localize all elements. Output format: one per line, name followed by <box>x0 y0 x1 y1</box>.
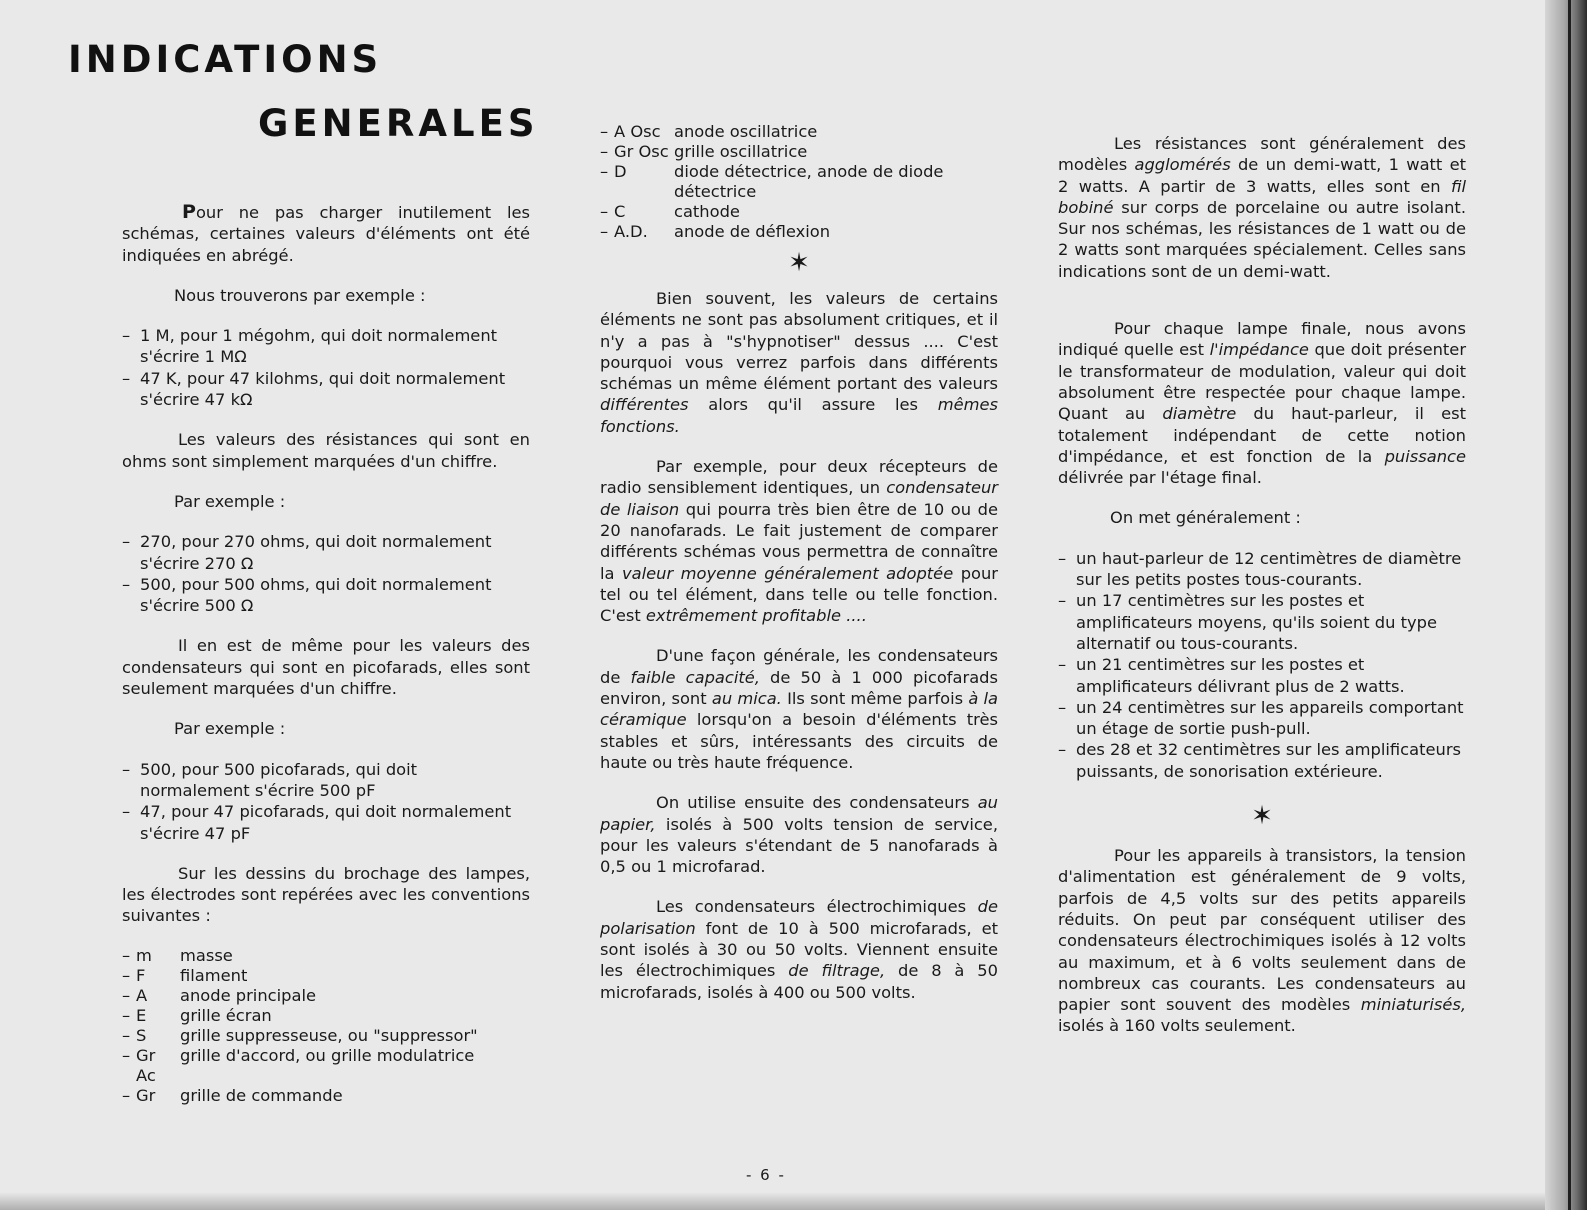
convention-item: – m masse <box>122 945 233 965</box>
convention-item: – Gr Ac grille d'accord, ou grille modulatrice <box>122 1045 475 1085</box>
paragraph: D'une façon générale, les condensateurs de faible capacité, de 50 à 1 000 picofarads environ, sont au mica. Ils sont même parfois à la céramique lorsqu'on a besoin d'éléments très stables et sûrs, intéressants des circuits de haute ou très haute fréquence. <box>600 646 998 772</box>
paragraph: Pour les appareils à transistors, la tension d'alimentation est généralement de 9 volts, parfois de 4,5 volts sur des petits appareils réduits. On peut par conséquent utiliser des condensateurs électrochimiques isolés à 12 volts au maximum, et à 6 volts seulement dans de nombreux cas courants. Les condensateurs au papier sont souvent des modèles miniaturisés, isolés à 160 volts seulement. <box>1058 846 1466 1036</box>
convention-item: – A Osc anode oscillatrice <box>600 122 818 141</box>
title-line-2: GENERALES <box>258 102 539 145</box>
column-1 <box>122 202 530 1106</box>
paragraph: Bien souvent, les valeurs de certains éléments ne sont pas absolument critiques, et il n'y a pas à "s'hypnotiser" dessus .... C'est pourquoi vous verrez parfois dans différents schémas un même élément portant des valeurs différentes alors qu'il assure les mêmes fonctions. <box>600 289 998 436</box>
list-item: – 47 K, pour 47 kilohms, qui doit normalement s'écrire 47 kΩ <box>122 368 530 411</box>
paragraph: Les valeurs des résistances qui sont en ohms sont simplement marquées d'un chiffre. <box>122 430 530 471</box>
list-item: – 500, pour 500 ohms, qui doit normalement s'écrire 500 Ω <box>122 574 530 617</box>
scan-shadow <box>0 1192 1587 1210</box>
list-item: – 500, pour 500 picofarads, qui doit normalement s'écrire 500 pF <box>122 759 530 802</box>
list-item: – un haut-parleur de 12 centimètres de diamètre sur les petits postes tous-courants. <box>1058 548 1466 591</box>
example-heading: Nous trouverons par exemple : <box>174 285 426 305</box>
convention-item: – S grille suppresseuse, ou "suppressor" <box>122 1025 478 1045</box>
paragraph: Il en est de même pour les valeurs des condensateurs qui sont en picofarads, elles sont seulement marquées d'un chiffre. <box>122 636 530 699</box>
convention-item: – A anode principale <box>122 985 316 1005</box>
electrode-conventions-list <box>122 946 530 1106</box>
list-item: – 1 M, pour 1 mégohm, qui doit normalement s'écrire 1 MΩ <box>122 325 530 368</box>
list-heading: On met généralement : <box>1110 508 1301 528</box>
paragraph: Pour chaque lampe finale, nous avons indiqué quelle est l'impédance que doit présenter le transformateur de modulation, valeur qui doit absolument être respectée pour chaque lampe. Quant au diamètre du haut-parleur, il est totalement indépendant de cette notion d'impédance, et est fonction de la puissance délivrée par l'étage final. <box>1058 319 1467 488</box>
convention-item: – E grille écran <box>122 1005 272 1025</box>
paragraph: Les condensateurs électrochimiques de polarisation font de 10 à 500 microfarads, et sont isolés à 30 ou 50 volts. Viennent ensuite les électrochimiques de filtrage, de 8 à 50 microfarads, isolés à 400 ou 500 volts. <box>600 897 998 1002</box>
column-3 <box>1058 133 1466 1056</box>
list-item: – 47, pour 47 picofarads, qui doit normalement s'écrire 47 pF <box>122 801 530 844</box>
intro-paragraph: Pour ne pas charger inutilement les schémas, certaines valeurs d'éléments ont été indiquées en abrégé. <box>122 201 530 265</box>
convention-item: – A.D. anode de déflexion <box>600 222 831 241</box>
example-heading: Par exemple : <box>174 491 286 511</box>
list-item: – un 24 centimètres sur les appareils comportant un étage de sortie push-pull. <box>1058 697 1466 740</box>
list-item: – des 28 et 32 centimètres sur les amplificateurs puissants, de sonorisation extérieure. <box>1058 739 1466 782</box>
example-list <box>122 759 530 844</box>
title-line-1: INDICATIONS <box>68 38 383 81</box>
paragraph: On utilise ensuite des condensateurs au papier, isolés à 500 volts tension de service, pour les valeurs s'étendant de 5 nanofarads à 0,5 ou 1 microfarad. <box>600 793 998 877</box>
binding-line <box>1568 0 1571 1210</box>
paragraph: Sur les dessins du brochage des lampes, les électrodes sont repérées avec les conventions suivantes : <box>122 863 530 926</box>
example-list <box>122 531 530 616</box>
list-item: – 270, pour 270 ohms, qui doit normalement s'écrire 270 Ω <box>122 531 530 574</box>
example-list <box>122 325 530 410</box>
convention-item: – Gr grille de commande <box>122 1085 343 1105</box>
list-item: – un 17 centimètres sur les postes et amplificateurs moyens, qu'ils soient du type alternatif ou tous-courants. <box>1058 590 1466 654</box>
convention-item: – C cathode <box>600 202 740 221</box>
paragraph: Par exemple, pour deux récepteurs de radio sensiblement identiques, un condensateur de liaison qui pourra très bien être de 10 ou de 20 nanofarads. Le fait justement de comparer différents schémas vous permettra de connaître la valeur moyenne généralement adoptée pour tel ou tel élément, dans telle ou telle fonction. C'est extrêmement profitable .... <box>600 457 999 626</box>
electrode-conventions-list-continued <box>600 122 998 242</box>
convention-item: – Gr Osc grille oscillatrice <box>600 142 808 161</box>
star-separator-icon: ✶ <box>788 248 810 278</box>
paragraph: Les résistances sont généralement des modèles agglomérés de un demi-watt, 1 watt et 2 watts. A partir de 3 watts, elles sont en fil bobiné sur corps de porcelaine ou autre isolant. Sur nos schémas, les résistances de 1 watt ou de 2 watts sont marquées spécialement. Celles sans indications sont de un demi-watt. <box>1058 134 1466 281</box>
convention-item: – F filament <box>122 965 248 985</box>
star-separator-icon: ✶ <box>1251 801 1273 832</box>
speaker-size-list <box>1058 548 1466 782</box>
drop-cap: P <box>182 201 196 223</box>
convention-item: – D diode détectrice, anode de diode détectrice <box>600 162 944 201</box>
list-item: – un 21 centimètres sur les postes et amplificateurs délivrant plus de 2 watts. <box>1058 654 1466 697</box>
page-number: - 6 - <box>746 1166 786 1184</box>
example-heading: Par exemple : <box>174 719 286 739</box>
book-binding-edge <box>1545 0 1587 1210</box>
column-2 <box>600 122 998 1022</box>
